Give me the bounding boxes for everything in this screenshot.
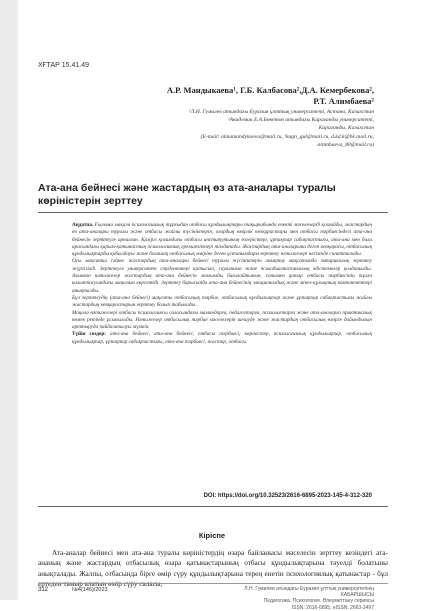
affiliation-line: Караганды, Казахстан xyxy=(318,125,374,132)
doi-link[interactable]: DOI: https://doi.org/10.32523/2616-6895-2023-145-4-312-320 xyxy=(203,493,372,499)
affiliation-line: (E-mail: almamandykaeva@mail.ru, ¹kagn_gul@mail.ru, d.kd.k@bk.mail.ru, xyxy=(200,133,374,140)
abstract-divider xyxy=(38,506,388,507)
authors-line-2: Р.Т. Алимбаева² xyxy=(313,96,374,106)
authors-block xyxy=(167,85,374,107)
affiliation-line: aitimbaeva_80@mail.ru) xyxy=(317,141,374,148)
title-divider xyxy=(38,212,388,213)
irstu-code: ХҒТАР 15.41.49 xyxy=(38,62,90,69)
article-title: Ата-ана бейнесі және жастардың өз ата-аналары туралы көріністерін зерттеу xyxy=(38,182,336,207)
journal-line: Педагогика. Психология. Әлеуметтану сериясы xyxy=(263,598,374,605)
affiliations-block xyxy=(144,108,374,149)
affiliation-line: ²Академик Е.А.Бөкетов атындағы Карағанды университеті, xyxy=(227,117,374,124)
abstract-paragraph: Аңдатпа. Ғылыми мақала психологиялық тұрғыдан отбасы құндылықтары тақырыбында өзекті мәселелерді қозғайды, жастардың өз ата-аналары туралы және отбасы жайлы түсініктерін, олардың өмірлік көзқарастары мен отбасы тәрбиесіндегі ата-ана бейнесін зерттеуге арналған. Қазіргі қоғамдағы отбасы институтының өзгерістері, ұрпақтар сабақтастығы, ата-ана мен бала арасындағы қарым-қатынастың психологиялық ерекшеліктері талданады. Жастардың ата-аналарына деген көзқарасы, отбасылық құндылықтарды қабылдауы және болашақ отбасылық өміріне деген ұстанымдары зерттеу нәтижелері негізінде сипатталады. xyxy=(72,222,372,258)
abstract-paragraph: Бұл зерттеудің (ата-ана бейнесі) мақсаты отбасылық тәрбие, отбасылық құндылықтар және ұрпақтар сабақтастығы жайлы жастардың көзқарастарын зерттеу болып табылады. xyxy=(72,294,372,309)
journal-info xyxy=(214,586,374,611)
keywords-label: Түйін сөздер: xyxy=(72,331,106,338)
keywords-text: ата-ана бейнесі, ата-ана бейнесі, отбасы тәрбиесі, көріністер, психологиялық құндылықтар, отбасылық құндылықтар, ұрпақтар сабақтастығы, ата-ана тәрбиесі, жастар, отбасы. xyxy=(72,331,372,345)
abstract-block xyxy=(72,222,372,346)
body-paragraph: Ата-аналар бейнесі мен ата-ана туралы көріністердің өзара байланысы мәселесін зерттеу кезіндегі ата-ананың және жастардың отбасылық өзара қатынастарының отбасы құндылықтарына тәуелді болатыны анықталады. Жалпы, отбасында бірге өмір сүру құндылықтарына терең енетін психологиялық қатынастар - бұл xyxy=(38,549,388,578)
footer-divider xyxy=(38,583,388,584)
abstract-paragraph: Мақала нәтижелері отбасы психологиясы саласындағы мамандарға, педагогтарға, психологтарға және ата-аналарға практикалық көмек ретінде ұсынылады. Нәтижелер отбасылық тәрбие мәселелерін шешуде және жастардың отбасылық өмірге дайындығын арттыруда пайдаланылуы мүмкін. xyxy=(72,309,372,331)
page-number: 312 xyxy=(38,587,49,593)
intro-heading: Кіріспе xyxy=(198,531,226,540)
issue-number: №4(145)/2023 xyxy=(72,587,108,593)
journal-line: Л.Н. Гумилев атындағы Еуразия ұлттық университетінің ХАБАРШЫСЫ xyxy=(244,586,374,599)
journal-line: ISSN: 2616-6895, eISSN: 2663-2497 xyxy=(291,604,374,611)
affiliation-line: ¹Л.Н. Гумилев атындағы Еуразия ұлттық университеті, Астана, Казахстан xyxy=(188,109,374,115)
abstract-label: Аңдатпа. xyxy=(72,222,94,228)
side-margin-strip xyxy=(0,0,18,600)
abstract-paragraph: Осы мақсатқа сәйкес жастардың ата-аналары бейнесі туралы түсініктерін анықтау мақсатында эмпирикалық зерттеу жүргізілді. Зерттеуге университет студенттері қатысып, сауалнама және психодиагностикалық әдістемелер қолданылды. Алынған нәтижелер жастардың ата-ана бейнесін жағымды бағалайтынын, сонымен қатар отбасы тәрбиесінің тұлға қалыптасуындағы маңызын көрсетеді. Зерттеу барысында ата-ана бейнесінің эмоционалдық және мінез-құлықтық компоненттері анықталды. xyxy=(72,258,372,294)
authors-line-1: А.Р. Мандыкаева¹, Г.Б. Калбасова²,Д.А. Кемербекова², xyxy=(166,85,374,95)
keywords-paragraph xyxy=(72,331,372,346)
